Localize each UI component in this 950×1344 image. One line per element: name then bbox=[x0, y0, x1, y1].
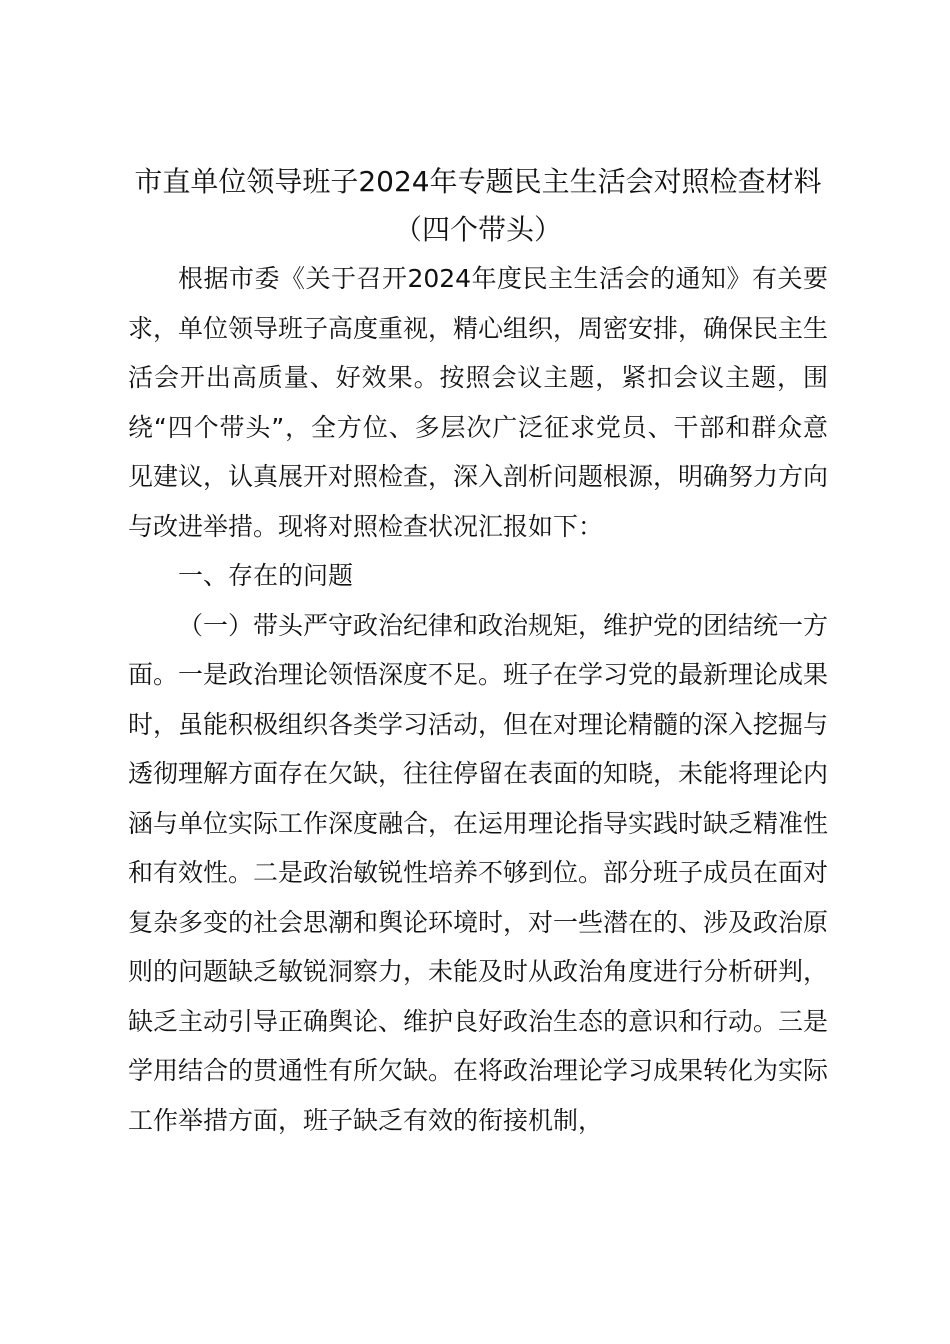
body-paragraph: （一）带头严守政治纪律和政治规矩，维护党的团结统一方面。一是政治理论领悟深度不足。班子在学习党的最新理论成果时，虽能积极组织各类学习活动，但在对理论精髓的深入挖掘与透彻理解方面存在欠缺，往往停留在表面的知晓，未能将理论内涵与单位实际工作深度融合，在运用理论指导实践时缺乏精准性和有效性。二是政治敏锐性培养不够到位。部分班子成员在面对复杂多变的社会思潮和舆论环境时，对一些潜在的、涉及政治原则的问题缺乏敏锐洞察力，未能及时从政治角度进行分析研判，缺乏主动引导正确舆论、维护良好政治生态的意识和行动。三是学用结合的贯通性有所欠缺。在将政治理论学习成果转化为实际工作举措方面，班子缺乏有效的衔接机制， bbox=[128, 610, 829, 1135]
document-page bbox=[128, 158, 828, 1145]
intro-paragraph: 根据市委《关于召开2024年度民主生活会的通知》有关要求，单位领导班子高度重视，精心组织，周密安排，确保民主生活会开出高质量、好效果。按照会议主题，紧扣会议主题，围绕“四个带头”，全方位、多层次广泛征求党员、干部和群众意见建议，认真展开对照检查，深入剖析问题根源，明确努力方向与改进举措。现将对照检查状况汇报如下： bbox=[128, 264, 829, 541]
document-title: 市直单位领导班子2024年专题民主生活会对照检查材料（四个带头） bbox=[134, 165, 822, 246]
section-heading: 一、存在的问题 bbox=[178, 561, 354, 590]
